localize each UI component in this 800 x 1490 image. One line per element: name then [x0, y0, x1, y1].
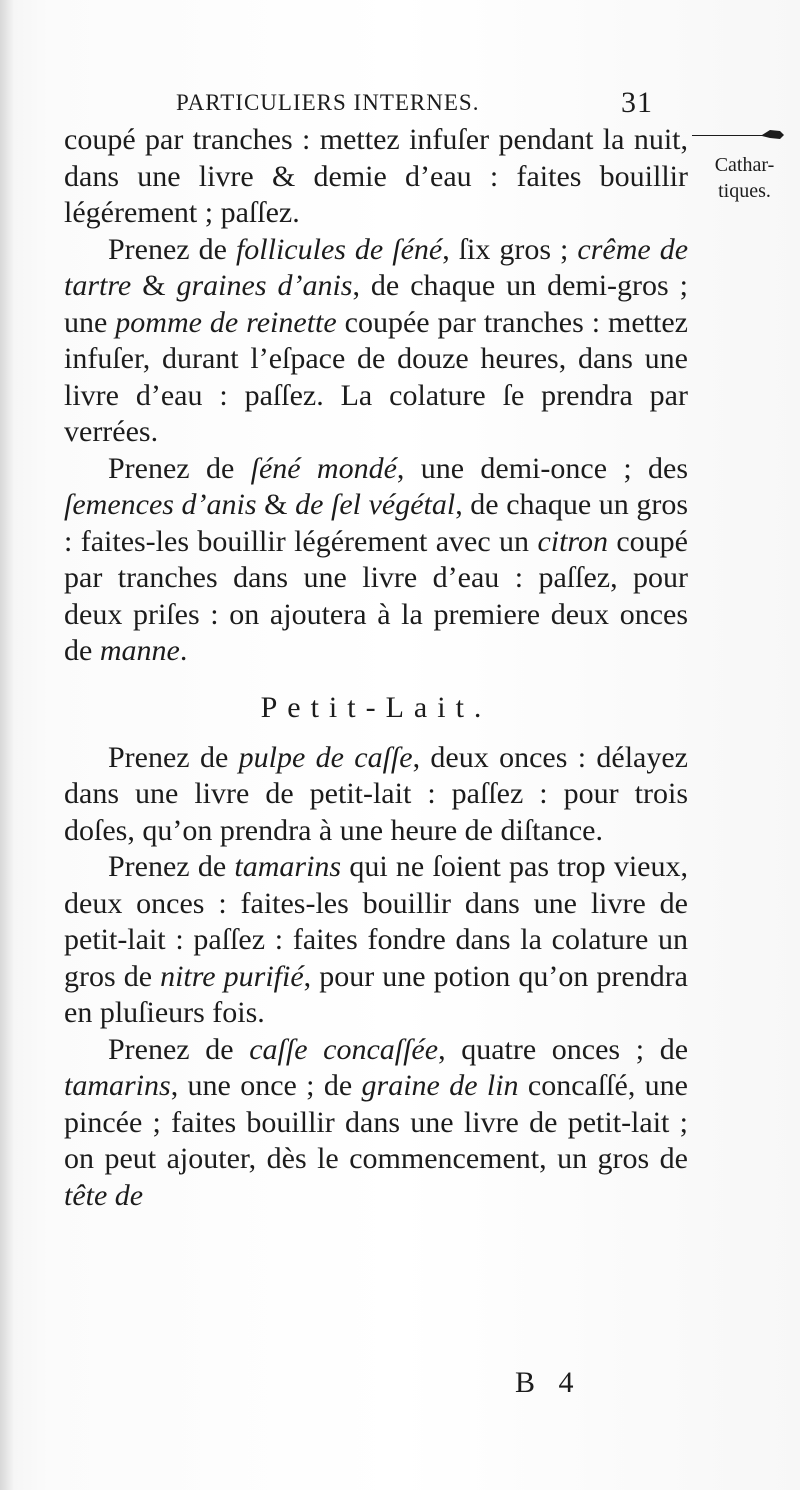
- text-run: , ſix gros ;: [442, 232, 578, 266]
- paragraph: [64, 740, 688, 850]
- italic-term: ſemences d’anis: [64, 488, 257, 521]
- text-run: Petit-Lait.: [260, 690, 492, 724]
- italic-term: pulpe de caſſe: [238, 740, 413, 774]
- italic-term: citron: [537, 524, 608, 558]
- italic-term: follicules de ſéné: [235, 232, 443, 266]
- italic-term: pomme de reinette: [115, 305, 337, 339]
- text-run: Prenez de: [108, 1032, 250, 1066]
- italic-term: graine de lin: [361, 1069, 519, 1102]
- text-run: Prenez de: [108, 232, 236, 266]
- paragraph: [64, 122, 688, 232]
- paragraph: [64, 232, 688, 451]
- text-run: &: [256, 488, 296, 521]
- margin-note: [692, 152, 797, 204]
- italic-term: de ſel végétal: [295, 488, 456, 521]
- text-run: coupé par tranches dans une livre d’eau : paſſez, pour deux priſes : on ajoutera à la premiere deux onces de: [64, 524, 688, 667]
- text-run: Prenez de: [108, 740, 239, 774]
- paragraph: [64, 451, 688, 670]
- text-run: , quatre onces ; de: [438, 1032, 689, 1066]
- italic-term: caſſe concaſſée: [249, 1032, 439, 1066]
- text-run: Prenez de: [108, 850, 235, 883]
- text-run: , une demi-once ; des: [396, 451, 689, 485]
- text-run: &: [131, 269, 177, 302]
- page-number: 31: [621, 86, 653, 119]
- text-run: , pour une potion qu’on prendra en pluſieurs fois.: [64, 959, 688, 1029]
- paragraph: [64, 1032, 688, 1215]
- text-run: , deux onces : délayez dans une livre de petit-lait : paſſez : pour trois doſes, qu’on prendra à une heure de diſtance.: [64, 740, 688, 847]
- margin-note-line-1: Cathar-: [714, 154, 775, 176]
- italic-term: manne: [99, 634, 180, 667]
- pointing-hand-icon: [692, 128, 784, 140]
- italic-term: tête de: [64, 1178, 144, 1212]
- italic-term: nitre purifié: [160, 959, 304, 993]
- italic-term: tamarins: [64, 1069, 171, 1102]
- text-run: Prenez de: [108, 451, 251, 485]
- text-run: concaſſé, une pincée ; faites bouillir dans une livre de petit-lait ; on peut ajouter, dès le commencement, un gros de: [64, 1069, 688, 1175]
- text-run: , une once ; de: [170, 1069, 362, 1102]
- italic-term: ſéné mondé: [250, 451, 397, 485]
- margin-note-line-2: tiques.: [718, 180, 771, 202]
- text-run: , de chaque un demi-gros ; une: [64, 269, 689, 339]
- text-run: , de chaque un gros : faites-les bouillir légérement avec un: [64, 488, 688, 558]
- paragraph: [64, 849, 688, 1032]
- signature-mark: B 4: [515, 1366, 582, 1399]
- text-run: coupée par tranches : mettez infuſer, durant l’eſpace de douze heures, dans une livre d’eau : paſſez. La colature ſe prendra par verrées.: [64, 305, 688, 448]
- italic-term: crême de tartre: [64, 232, 689, 302]
- section-heading: [64, 690, 688, 726]
- running-head-title: PARTICULIERS INTERNES.: [176, 90, 480, 115]
- italic-term: tamarins: [234, 850, 342, 883]
- italic-term: graines d’anis: [176, 269, 353, 302]
- body-text: [64, 122, 688, 1214]
- text-run: .: [179, 634, 188, 667]
- page-edge-shadow: [0, 0, 14, 1490]
- text-run: qui ne ſoient pas trop vieux, deux onces : faites-les bouillir dans une livre de petit-lait : paſſez : faites fondre dans la colature un gros de: [64, 850, 688, 993]
- text-run: coupé par tranches : mettez infuſer pendant la nuit, dans une livre & demie d’eau : faites bouillir légérement ; paſſez.: [64, 123, 688, 229]
